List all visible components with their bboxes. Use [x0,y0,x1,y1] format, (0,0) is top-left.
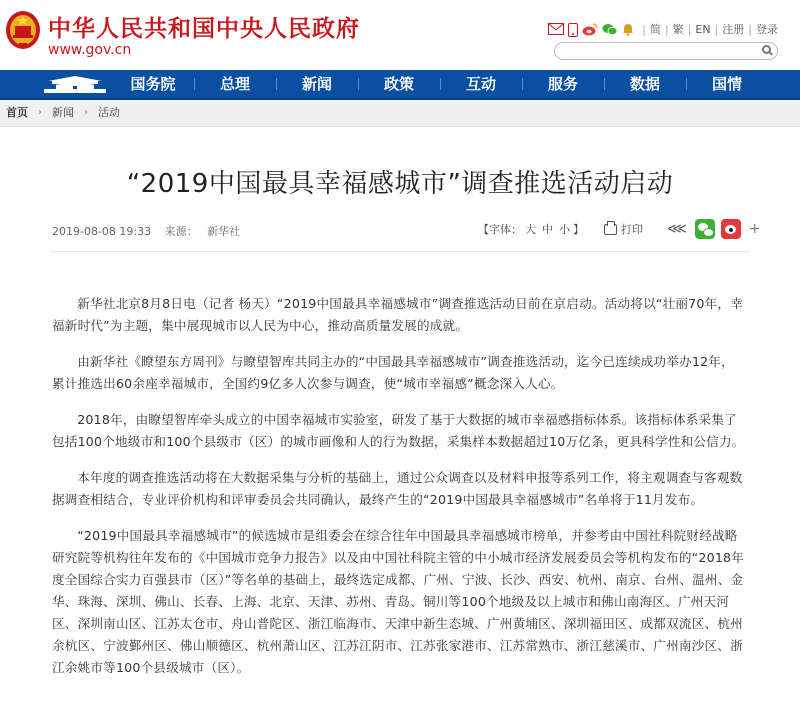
share-icon[interactable]: ⋘ [667,221,687,237]
site-url[interactable]: www.gov.cn [48,42,132,58]
nav-item-guowuyuan[interactable]: 国务院 [130,75,176,93]
paragraph: 本年度的调查推选活动将在大数据采集与分析的基础上，通过公众调查以及材料申报等系列工作，将主观调查与客观数据调查相结合，专业评价机构和评审委员会共同确认，最终产生的“2019中国最具幸福感城市”名单将于11月发布。 [52,470,743,507]
lang-english-link[interactable]: EN [695,22,711,36]
paragraph: 新华社北京8月8日电（记者 杨天）“2019中国最具幸福感城市”调查推选活动日前在京启动。活动将以“壮丽70年，幸福新时代”为主题，集中展现城市以人民为中心，推动高质量发展的成就。 [52,296,743,333]
nav-item-shuju[interactable]: 数据 [604,70,686,98]
article [0,127,800,702]
main-nav [0,70,800,100]
nav-item-zongli[interactable]: 总理 [194,70,276,98]
site-title[interactable]: 中华人民共和国中央人民政府 [48,16,360,42]
nav-items [112,70,768,98]
search-icon[interactable] [762,45,771,54]
paragraph: “2019中国最具幸福感城市”的候选城市是组委会在综合往年中国最具幸福感城市榜单，并参考由中国社科院财经战略研究院等机构往年发布的《中国城市竞争力报告》以及由中国社科院主管的中小城市经济发展委员会等机构发布的“2018年度全国综合实力百强县市（区）”等名单的基础上，最终选定成都、广州、宁波、长沙、西安、杭州、南京、台州、温州、金华、珠海、深圳、佛山、长春、上海、北京、天津、苏州、青岛、铜川等100个地级及以上城市和佛山南海区、广州天河区、深圳南山区、江苏太仓市、舟山普陀区、浙江临海市、天津中新生态城、广州黄埔区、深圳福田区、成都双流区、杭州余杭区、宁波鄞州区、佛山顺德区、杭州萧山区、江苏江阴市、江苏张家港市、江苏常熟市、浙江慈溪市、广州南沙区、浙江余姚市等100个县级城市（区）。 [52,528,745,675]
font-size-small[interactable]: 小 [559,223,570,236]
paragraph: 2018年，由瞭望智库牵头成立的中国幸福城市实验室，研发了基于大数据的城市幸福感指标体系。该指标体系采集了包括100个地级市和100个县级市（区）的城市画像和人的行为数据，采集样本数据超过10万亿条，更具科学性和公信力。 [52,412,745,449]
font-size-medium[interactable]: 中 [542,223,553,236]
breadcrumb-activity[interactable]: 活动 [98,106,120,119]
article-meta [52,223,240,239]
lang-traditional-link[interactable]: 繁 [672,23,684,36]
nav-item-hudong[interactable]: 互动 [440,70,522,98]
chevron-right-icon: › [84,107,88,118]
weibo-share-icon[interactable] [721,219,741,239]
font-size-large[interactable]: 大 [525,223,536,236]
chevron-right-icon: › [38,107,42,118]
nav-item-xinwen[interactable]: 新闻 [276,70,358,98]
weibo-icon[interactable] [582,23,598,35]
nav-item-fuwu[interactable]: 服务 [522,70,604,98]
breadcrumb-news[interactable]: 新闻 [52,106,74,119]
wechat-share-icon[interactable] [695,219,715,239]
notification-icon[interactable] [622,23,634,35]
publish-date: 2019-08-08 19:33 [52,225,152,238]
divider [50,251,750,252]
national-emblem-icon[interactable] [5,8,41,50]
more-share-icon[interactable]: + [748,221,761,237]
breadcrumb [0,100,800,127]
utility-links: | 简 | 繁 | EN | 注册 | 登录 [548,20,778,38]
wechat-icon[interactable] [602,23,618,35]
site-header [0,0,800,70]
print-icon[interactable] [604,224,617,235]
login-link[interactable]: 登录 [756,23,778,36]
lang-simplified-link[interactable]: 简 [649,23,661,36]
source-label: 来源： [164,225,198,238]
mobile-icon[interactable] [568,23,578,35]
breadcrumb-home[interactable]: 首页 [6,106,28,119]
tiananmen-logo-icon[interactable] [40,74,110,94]
source-value: 新华社 [207,225,241,238]
register-link[interactable]: 注册 [722,23,745,36]
print-button[interactable]: 打印 [621,223,643,236]
article-title: “2019中国最具幸福感城市”调查推选活动启动 [126,169,674,199]
mail-icon[interactable] [548,23,564,35]
nav-item-zhengce[interactable]: 政策 [358,70,440,98]
article-tools [478,219,761,239]
nav-item-guoqing[interactable]: 国情 [686,70,768,98]
article-body [52,293,746,693]
search-input[interactable] [563,48,757,64]
search-box [554,42,778,60]
font-size-close: 】 [573,223,584,236]
paragraph: 由新华社《瞭望东方周刊》与瞭望智库共同主办的“中国最具幸福感城市”调查推选活动，迄今已连续成功举办12年，累计推选出60余座幸福城市，全国约9亿多人次参与调查，使“城市幸福感”概念深入人心。 [52,354,734,391]
font-size-label: 【字体： [478,223,522,236]
